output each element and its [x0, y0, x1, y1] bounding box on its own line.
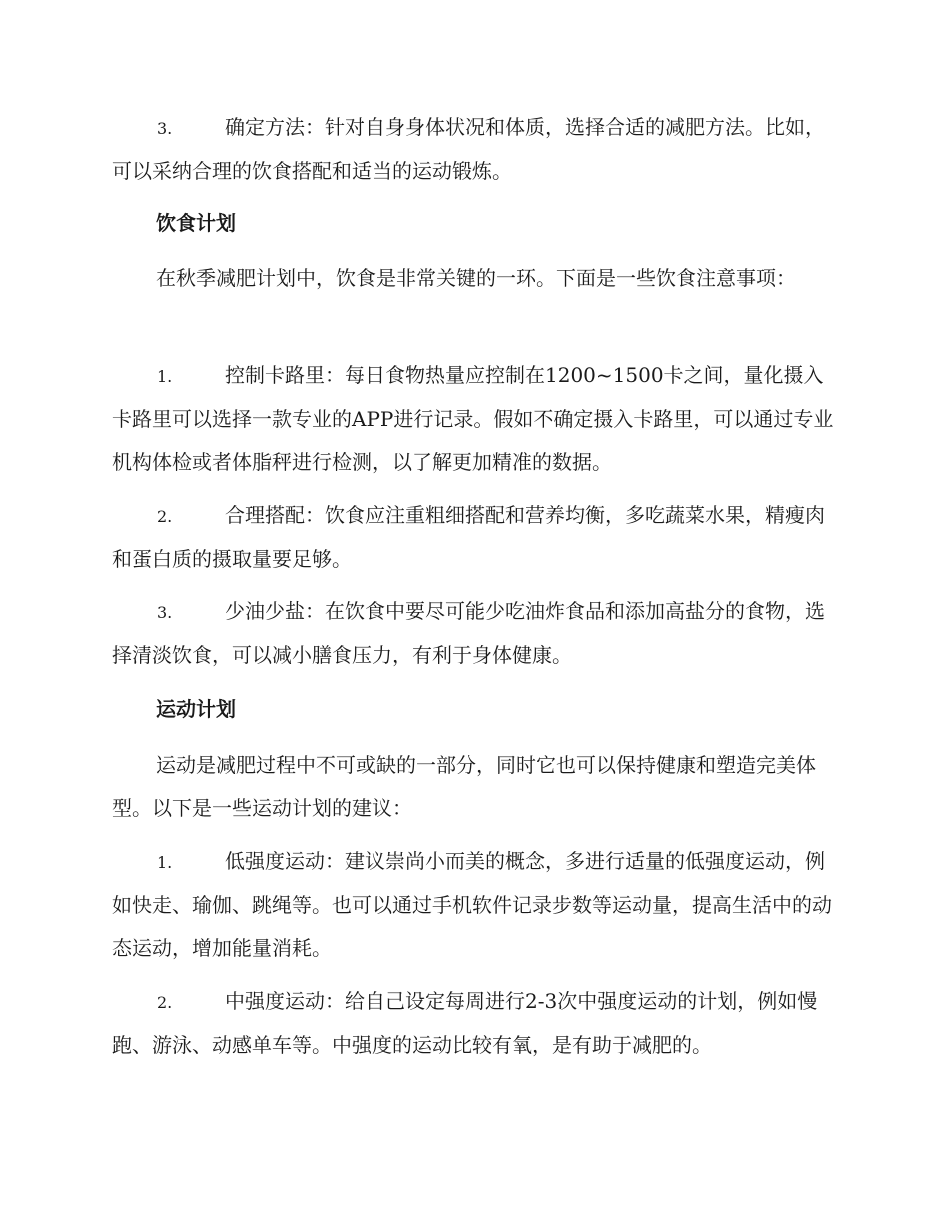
list-text: 控制卡路里：每日食物热量应控制在1200~1500卡之间，量化摄入卡路里可以选择一款专业的APP进行记录。假如不确定摄入卡路里，可以通过专业机构体检或者体脂秤进行检测，以了解更加精准的数据。 — [112, 363, 834, 474]
list-item-calorie — [112, 354, 837, 484]
list-text: 中强度运动：给自己设定每周进行2-3次中强度运动的计划，例如慢跑、游泳、动感单车等。中强度的运动比较有氧，是有助于减肥的。 — [112, 989, 818, 1057]
paragraph-diet-intro: 在秋季减肥计划中，饮食是非常关键的一环。下面是一些饮食注意事项： — [156, 266, 796, 290]
list-text: 合理搭配：饮食应注重粗细搭配和营养均衡，多吃蔬菜水果，精瘦肉和蛋白质的摄取量要足够。 — [112, 503, 825, 571]
list-number: 1. — [157, 367, 173, 386]
list-number: 2. — [157, 507, 173, 526]
list-item-low-intensity — [112, 840, 837, 970]
list-text: 确定方法：针对自身身体状况和体质，选择合适的减肥方法。比如，可以采纳合理的饮食搭配和适当的运动锻炼。 — [112, 115, 825, 183]
list-item-balance — [112, 494, 837, 581]
list-number: 3. — [157, 603, 173, 622]
list-item-medium-intensity — [112, 980, 837, 1067]
paragraph-exercise-intro: 运动是减肥过程中不可或缺的一部分，同时它也可以保持健康和塑造完美体型。以下是一些运动计划的建议： — [112, 753, 816, 820]
list-item-method — [112, 106, 837, 193]
list-number: 2. — [157, 993, 173, 1012]
section-heading-diet: 饮食计划 — [156, 211, 236, 235]
list-item-low-oil-salt — [112, 590, 837, 677]
list-number: 3. — [157, 119, 173, 138]
list-text: 少油少盐：在饮食中要尽可能少吃油炸食品和添加高盐分的食物，选择清淡饮食，可以减小膳食压力，有利于身体健康。 — [112, 599, 825, 667]
section-heading-exercise: 运动计划 — [156, 697, 236, 721]
list-number: 1. — [157, 853, 173, 872]
list-text: 低强度运动：建议崇尚小而美的概念，多进行适量的低强度运动，例如快走、瑜伽、跳绳等。也可以通过手机软件记录步数等运动量，提高生活中的动态运动，增加能量消耗。 — [112, 849, 832, 960]
